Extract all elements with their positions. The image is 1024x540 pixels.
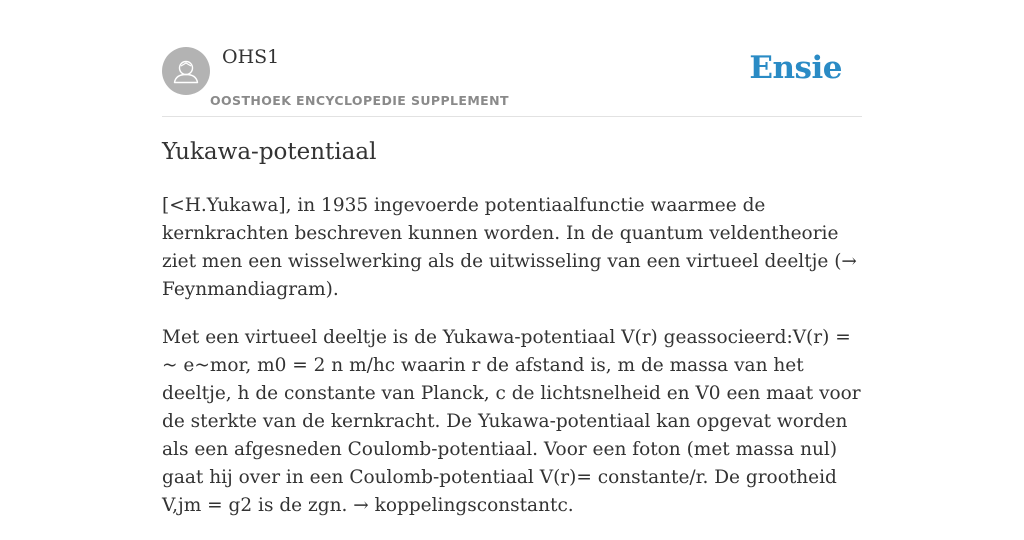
page-title: Yukawa-potentiaal (162, 139, 377, 165)
author-name[interactable]: OHS1 (222, 46, 280, 68)
ensie-logo[interactable]: Ensie (749, 50, 842, 86)
article-body (162, 192, 862, 540)
avatar[interactable] (162, 47, 210, 95)
user-icon (162, 47, 210, 95)
source-label[interactable]: OOSTHOEK ENCYCLOPEDIE SUPPLEMENT (210, 93, 509, 108)
article-paragraph: [<H.Yukawa], in 1935 ingevoerde potentiaalfunctie waarmee de kernkrachten beschreven kunnen worden. In de quantum veldentheorie ziet men een wisselwerking als de uitwisseling van een virtueel deeltje (→ Feynmandiagram). (162, 195, 857, 300)
page-header (162, 0, 862, 117)
article-paragraph: Met een virtueel deeltje is de Yukawa-potentiaal V(r) geassocieerd:V(r) = ~ e~mor, m0 = 2 n m/hc waarin r de afstand is, m de massa van het deeltje, h de constante van Planck, c de lichtsnelheid en V0 een maat voor de sterkte van de kernkracht. De Yukawa-potentiaal kan opgevat worden als een afgesneden Coulomb-potentiaal. Voor een foton (met massa nul) gaat hij over in een Coulomb-potentiaal V(r)= constante/r. De grootheid V,jm = g2 is de zgn. → koppelingsconstantc. (162, 327, 861, 516)
